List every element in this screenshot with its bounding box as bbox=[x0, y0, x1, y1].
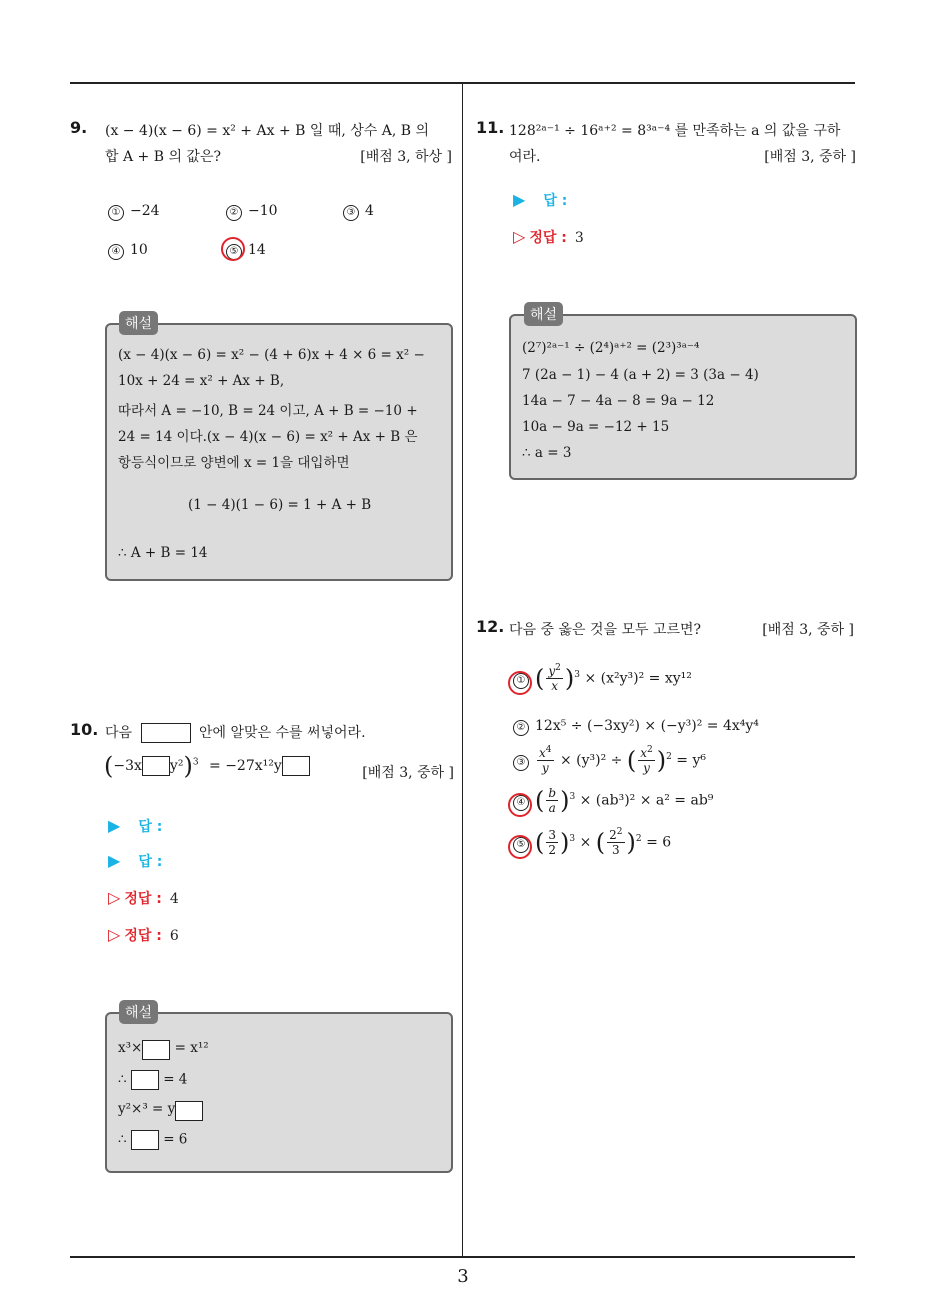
q11-solution-tag: 해설 bbox=[524, 302, 563, 326]
q11-solution-line4: 10a − 9a = −12 + 15 bbox=[522, 419, 670, 435]
bottom-rule bbox=[70, 1256, 855, 1258]
q9-solution-tag: 해설 bbox=[119, 311, 158, 335]
q12-choice-2[interactable]: ② 12x⁵ ÷ (−3xy²) × (−y³)² = 4x⁴y⁴ bbox=[513, 718, 759, 736]
q9-solution-line2: 10x + 24 = x² + Ax + B, bbox=[118, 373, 285, 389]
q11-solution-line3: 14a − 7 − 4a − 8 = 9a − 12 bbox=[522, 393, 715, 409]
q9-answer-circle-mark bbox=[221, 237, 245, 261]
column-divider bbox=[462, 82, 463, 1258]
q9-solution-line3: 따라서 A = −10, B = 24 이고, A + B = −10 + bbox=[118, 403, 418, 419]
q10-correct-row-2: ▷ 정답 : 6 bbox=[108, 925, 179, 944]
q11-number: 11. bbox=[476, 118, 505, 137]
q11-solution-line5: ∴ a = 3 bbox=[522, 445, 572, 461]
q11-answer-row[interactable]: ▶ 답 : bbox=[513, 190, 568, 209]
q9-choice-1[interactable]: ① −24 bbox=[108, 203, 160, 221]
q9-solution-line7: ∴ A + B = 14 bbox=[118, 545, 208, 561]
q10-text-line1: 다음 안에 알맞은 수를 써넣어라. bbox=[105, 725, 366, 741]
q10-solution-line2: ∴ = 4 bbox=[118, 1070, 187, 1090]
q10-number: 10. bbox=[70, 720, 99, 739]
q10-solution-tag: 해설 bbox=[119, 1000, 158, 1024]
q9-number: 9. bbox=[70, 118, 88, 137]
q10-expr-blank-1[interactable] bbox=[142, 756, 170, 776]
q12-choice4-circle-mark bbox=[508, 793, 532, 817]
q11-text-line1: 128²ᵃ⁻¹ ÷ 16ᵃ⁺² = 8³ᵃ⁻⁴ 를 만족하는 a 의 값을 구하 bbox=[509, 123, 841, 139]
q11-score: [배점 3, 중하 ] bbox=[764, 149, 856, 165]
q9-solution-line4: 24 = 14 이다.(x − 4)(x − 6) = x² + Ax + B 은 bbox=[118, 429, 418, 445]
q12-choice-1[interactable]: ① ( $\frac{y^2}{x}$ )$^3$ × (x²y³)² = xy¹² bbox=[513, 664, 692, 693]
q10-solution-line4: ∴ = 6 bbox=[118, 1130, 187, 1150]
q11-solution-line1: (2⁷)²ᵃ⁻¹ ÷ (2⁴)ᵃ⁺² = (2³)³ᵃ⁻⁴ bbox=[522, 340, 700, 356]
q9-solution-line6: (1 − 4)(1 − 6) = 1 + A + B bbox=[188, 497, 372, 513]
q9-solution-line1: (x − 4)(x − 6) = x² − (4 + 6)x + 4 × 6 = x² − bbox=[118, 347, 425, 363]
q9-choice-3[interactable]: ③ 4 bbox=[343, 203, 374, 221]
q9-solution-line5: 항등식이므로 양변에 x = 1을 대입하면 bbox=[118, 455, 350, 471]
q12-score: [배점 3, 중하 ] bbox=[762, 622, 854, 638]
q9-score: [배점 3, 하상 ] bbox=[360, 149, 452, 165]
q9-text-line2: 합 A + B 의 값은? bbox=[105, 149, 221, 165]
q10-answer-row-1[interactable]: ▶ 답 : bbox=[108, 816, 163, 835]
q12-choice-3[interactable]: ③ $\frac{x^4}{y}$ × (y³)² ÷ ( $\frac{x^2}{y}$ )$^2$ = y⁶ bbox=[513, 746, 706, 775]
q9-choice-5[interactable]: ⑤ 14 bbox=[226, 242, 266, 260]
play-icon: ▶ bbox=[513, 190, 526, 209]
q11-solution-line2: 7 (2a − 1) − 4 (a + 2) = 3 (3a − 4) bbox=[522, 367, 759, 383]
triangle-outline-icon: ▷ bbox=[108, 888, 121, 907]
q10-correct-row-1: ▷ 정답 : 4 bbox=[108, 888, 179, 907]
q9-text-line1: (x − 4)(x − 6) = x² + Ax + B 일 때, 상수 A, B 의 bbox=[105, 123, 430, 139]
q10-solution-line3: y²×³ = y bbox=[118, 1101, 203, 1121]
q12-choice5-circle-mark bbox=[508, 835, 532, 859]
triangle-outline-icon: ▷ bbox=[513, 227, 526, 246]
q10-solution-line1: x³× = x¹² bbox=[118, 1040, 209, 1060]
q9-choice-4[interactable]: ④ 10 bbox=[108, 242, 148, 260]
q12-choice-5[interactable]: ⑤ ( $\frac{3}{2}$ )$^3$ × ( $\frac{2^2}{3}$ )$^2$ = 6 bbox=[513, 828, 671, 857]
q10-score: [배점 3, 중하 ] bbox=[362, 765, 454, 781]
q10-blank-box[interactable] bbox=[141, 723, 191, 743]
play-icon: ▶ bbox=[108, 816, 121, 835]
q10-answer-row-2[interactable]: ▶ 답 : bbox=[108, 851, 163, 870]
q10-expression: (−3x y²)$^3$ = −27x¹²y bbox=[104, 752, 310, 780]
q9-choice-2[interactable]: ② −10 bbox=[226, 203, 278, 221]
page-number: 3 bbox=[457, 1266, 469, 1287]
q11-text-line2: 여라. bbox=[509, 149, 541, 165]
play-icon: ▶ bbox=[108, 851, 121, 870]
q11-correct-row: ▷ 정답 : 3 bbox=[513, 227, 584, 246]
triangle-outline-icon: ▷ bbox=[108, 925, 121, 944]
q12-text-line1: 다음 중 옳은 것을 모두 고르면? bbox=[509, 622, 702, 638]
q12-choice1-circle-mark bbox=[508, 671, 532, 695]
q12-choice-4[interactable]: ④ ( $\frac{b}{a}$ )$^3$ × (ab³)² × a² = ab⁹ bbox=[513, 786, 713, 815]
q12-number: 12. bbox=[476, 617, 505, 636]
